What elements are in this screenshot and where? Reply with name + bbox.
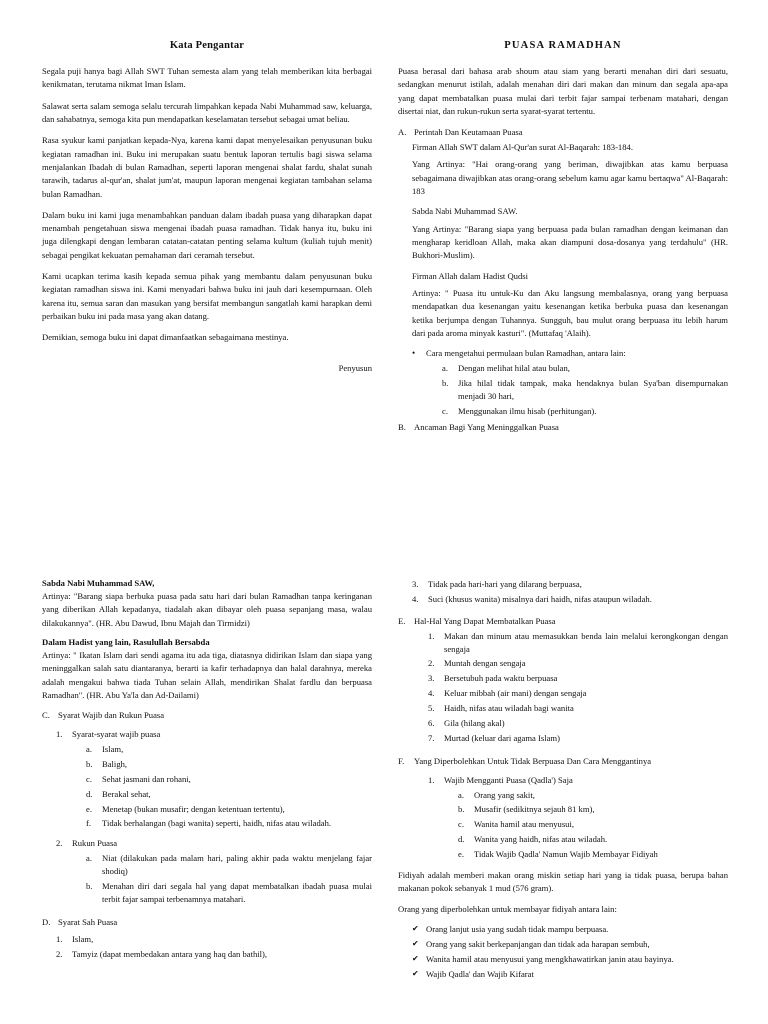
list-mark: b.	[442, 377, 449, 388]
list-item: Tidak berhalangan (bagi wanita) seperti, haidh, nifas atau wiladah.	[102, 818, 332, 829]
list-item: Baligh,	[102, 758, 128, 769]
section-b-heading: Ancaman Bagi Yang Meninggalkan Puasa	[414, 421, 559, 432]
list-item: Tidak Wajib Qadla' Namun Wajib Membayar Fidiyah	[474, 849, 658, 860]
list-mark: d.	[86, 788, 93, 799]
section-c-sub2-heading: Rukun Puasa	[72, 838, 118, 849]
hadist-lain-text: Artinya: " Ikatan Islam dari sendi agama itu ada tiga, diatasnya didirikan Islam dan siapa yang meninggalkan salah satu diantaranya, berarti ia kafir terhadapnya dan halal darahnya, mereka adalah mengakui bahwa tiada Tuhan selain Allah, mendirikan Shalat fardlu dan berpuasa Ramadhan". (HR. Abu Ya'la dan Ad-Dailami)	[42, 649, 372, 700]
section-a-p1: Yang Artinya: "Hai orang-orang yang beriman, diwajibkan atas kamu berpuasa sebagaimana diwajibkan atas orang-orang sebelum kamu agar kamu bertaqwa" Al-Baqarah: 183	[412, 159, 728, 197]
list-mark: 2.	[56, 948, 63, 959]
section-e-heading: Hal-Hal Yang Dapat Membatalkan Puasa	[414, 615, 556, 626]
list-mark: d.	[458, 834, 465, 845]
list-item: Jika hilal tidak tampak, maka hendaknya bulan Sya'ban disempurnakan menjadi 30 hari,	[458, 377, 728, 401]
list-mark: 4.	[412, 593, 419, 604]
list-mark: 5.	[428, 703, 435, 714]
list-item: Muntah dengan sengaja	[444, 658, 526, 669]
list-mark: a.	[442, 363, 448, 374]
list-item: Wanita hamil atau menyusui yang mengkhawatirkan janin atau bayinya.	[426, 953, 674, 964]
section-c-sub1-heading: Syarat-syarat wajib puasa	[72, 729, 161, 740]
list-mark: b.	[458, 804, 465, 815]
paragraph: Kami ucapkan terima kasih kepada semua pihak yang membantu dalam penyusunan buku kegiatan ramadhan siswa ini. Kami menyadari bahwa buku ini jauh dari kesempurnaan. Oleh karena itu, semua saran dan masukan yang bersifat membangun sangatlah kami harapkan demi perbaikan buku ini pada masa yang akan datang.	[42, 271, 372, 321]
left-column-bottom	[42, 578, 372, 962]
list-item: Makan dan minum atau memasukkan benda lain melalui kerongkongan dengan sengaja	[444, 630, 728, 654]
list-mark: e.	[86, 803, 92, 814]
fidiyah-intro: Orang yang diperbolehkan untuk membayar fidiyah antara lain:	[398, 903, 617, 914]
paragraph: Demikian, semoga buku ini dapat dimanfaatkan sebagaimana mestinya.	[42, 332, 289, 343]
list-item: Bersetubuh pada waktu berpuasa	[444, 673, 558, 684]
list-mark: c.	[458, 819, 464, 830]
check-bullet-icon: ✔	[412, 923, 419, 933]
paragraph: Dalam buku ini kami juga menambahkan panduan dalam ibadah puasa yang diharapkan dapat menambah pengetahuan siswa mengenai ibadah puasa ramadhan. Tidak hanya itu, buku ini juga dilengkapi dengan lembaran catatan-catatan penting selama kultum (kuliah tujuh menit) sebagai pengikat kekuatan pemahaman dari ceramah tersebut.	[42, 209, 372, 260]
right-column-bottom	[398, 578, 728, 983]
list-item: Musafir (sedikitnya sejauh 81 km),	[474, 804, 595, 815]
section-a-mark: A.	[398, 127, 407, 138]
list-mark: a.	[86, 853, 92, 864]
list-item: Orang yang sakit berkepanjangan dan tidak ada harapan sembuh,	[426, 938, 650, 949]
list-mark: 1.	[428, 774, 435, 785]
right-column-top	[398, 40, 728, 436]
section-c-heading: Syarat Wajib dan Rukun Puasa	[58, 710, 165, 721]
list-item: Murtad (keluar dari agama Islam)	[444, 732, 560, 743]
section-c-mark: C.	[42, 710, 50, 721]
section-d-mark: D.	[42, 916, 51, 927]
sabda-nabi-title: Sabda Nabi Muhammad SAW,	[42, 578, 155, 588]
list-mark: e.	[458, 849, 464, 860]
list-mark: 4.	[428, 688, 435, 699]
list-item: Wanita hamil atau menyusui,	[474, 819, 575, 830]
list-mark: 2.	[56, 838, 63, 849]
list-mark: b.	[86, 758, 93, 769]
section-a-bullet: Cara mengetahui permulaan bulan Ramadhan, antara lain:	[426, 348, 626, 359]
kata-pengantar-title: Kata Pengantar	[169, 40, 245, 51]
list-mark: 2.	[428, 658, 435, 669]
list-item: Keluar mibbah (air mani) dengan sengaja	[444, 688, 587, 699]
section-e	[398, 615, 728, 745]
section-f-sub1-heading: Wajib Mengganti Puasa (Qadla') Saja	[444, 774, 573, 785]
list-item: Menggunakan ilmu hisab (perhitungan).	[458, 405, 597, 416]
fidiyah-note: Fidiyah adalah memberi makan orang miskin setiap hari yang ia tidak puasa, berupa bahan makanan pokok sebanyak 1 mud (576 gram).	[398, 870, 728, 894]
check-bullet-icon: ✔	[412, 938, 419, 948]
list-item: Dengan melihat hilal atau bulan,	[458, 363, 570, 374]
list-item: Orang yang sakit,	[474, 789, 535, 800]
list-mark: 3.	[428, 673, 435, 684]
intro-paragraph: Puasa berasal dari bahasa arab shoum atau siam yang berarti menahan diri dari sesuatu, sedangkan menurut istilah, adalah menahan diri dari makan dan minum dan segala apa-apa yang dapat membatalkan puasa mulai dari terbit fajar sampai terbenam matahari, dengan disertai niat, dan rukun-rukun serta syarat-syarat tertentu.	[398, 66, 728, 116]
paragraph: Rasa syukur kami panjatkan kepada-Nya, karena kami dapat menyelesaikan penyusunan buku kegiatan ramadhan ini. Buku ini merupakan suatu bentuk laporan tertulis bagi siswa selama menjalankan Ibadah di bulan Ramadhan, seperti laporan mengenai shalat fardu, shalat sunah tarawih, tadarus al-qur'an, shalat jum'at, maupun laporan mengenai kegiatan tambahan selama bulan Ramadhan.	[42, 135, 372, 199]
left-column-top	[42, 40, 372, 373]
section-a-p3-title: Firman Allah dalam Hadist Qudsi	[412, 270, 529, 281]
list-mark: 1.	[56, 729, 63, 740]
sabda-nabi-text: Artinya: "Barang siapa berbuka puasa pada satu hari dari bulan Ramadhan tanpa keringanan yang diberikan Allah kepadanya, tiadalah akan dibayar oleh puasa sepanjang masa, walau dilakukannya". (HR. Abu Dawud, Ibnu Majah dan Tirmidzi)	[42, 591, 372, 628]
list-mark: c.	[86, 773, 92, 784]
section-b-mark: B.	[398, 421, 406, 432]
list-item: Tidak pada hari-hari yang dilarang berpuasa,	[428, 579, 582, 589]
list-mark: b.	[86, 880, 93, 891]
section-c	[42, 709, 372, 960]
section-a-heading: Perintah Dan Keutamaan Puasa	[414, 127, 523, 138]
paragraph: Salawat serta salam semoga selalu tercurah limpahkan kepada Nabi Muhammad saw, keluarga, dan sahabatnya, semoga kita pun mendapatkan keselamatan tersebut sebagai umat beliau.	[42, 100, 372, 124]
section-d-heading: Syarat Sah Puasa	[58, 916, 118, 927]
section-a-p2-title: Sabda Nabi Muhammad SAW.	[412, 206, 518, 217]
list-item: Gila (hilang akal)	[444, 718, 505, 729]
list-mark: 3.	[412, 579, 419, 589]
section-a-line1: Firman Allah SWT dalam Al-Qur'an surat Al-Baqarah: 183-184.	[412, 142, 633, 153]
list-mark: c.	[442, 405, 448, 416]
list-item: Islam,	[72, 933, 94, 944]
list-item: Niat (dilakukan pada malam hari, paling akhir pada waktu menjelang fajar shodiq)	[102, 853, 372, 877]
list-item: Wanita yang haidh, nifas atau wiladah.	[474, 834, 608, 845]
list-item: Islam,	[102, 743, 124, 754]
list-mark: 1.	[56, 933, 63, 944]
signature: Penyusun	[338, 362, 372, 373]
list-mark: a.	[458, 789, 464, 800]
section-e-mark: E.	[398, 615, 406, 626]
list-item: Menetap (bukan musafir; dengan ketentuan tertentu),	[102, 803, 285, 814]
section-f-heading: Yang Diperbolehkan Untuk Tidak Berpuasa Dan Cara Menggantinya	[414, 755, 652, 766]
check-bullet-icon: ✔	[412, 968, 419, 978]
list-item: Menahan diri dari segala hal yang dapat membatalkan ibadah puasa mulai terbit fajar sampai terbenamnya matahari.	[102, 880, 372, 904]
section-a-p3: Artinya: " Puasa itu untuk-Ku dan Aku langsung membalasnya, orang yang berpuasa mendapatkan dua kesenangan yaitu kesenangan ketika berbuka puasa dan kesenangan ketika berjumpa dengan Tuhannya. Sungguh, bau mulut orang berpuasa itu lebih harum dari pada aroma minyak kasturi". (Muttafaq 'Alaih).	[412, 287, 728, 338]
list-mark: a.	[86, 743, 92, 754]
list-mark: f.	[86, 818, 92, 829]
bullet-dot-icon: •	[412, 348, 416, 359]
list-item: Berakal sehat,	[102, 788, 151, 799]
list-item: Wajib Qadla' dan Wajib Kifarat	[426, 968, 534, 979]
list-item: Suci (khusus wanita) misalnya dari haidh, nifas ataupun wiladah.	[428, 593, 652, 604]
list-item: Sehat jasmani dan rohani,	[102, 773, 191, 784]
section-f-mark: F.	[398, 755, 405, 766]
list-item: Orang lanjut usia yang sudah tidak mampu berpuasa.	[426, 923, 609, 934]
list-item: Haidh, nifas atau wiladah bagi wanita	[444, 703, 574, 714]
section-f	[398, 755, 728, 981]
section-a-p2: Yang Artinya: "Barang siapa yang berpuasa pada bulan ramadhan dengan keimanan dan mengharap keridloan Allah, maka akan diampuni dosa-dosanya yang terdahulu" (HR. Bukhori-Muslim).	[412, 223, 728, 261]
list-item: Tamyiz (dapat membedakan antara yang haq dan bathil),	[72, 948, 268, 959]
hadist-lain-title: Dalam Hadist yang lain, Rasulullah Bersabda	[42, 636, 210, 647]
section-a	[398, 126, 728, 433]
check-bullet-icon: ✔	[412, 953, 419, 963]
list-mark: 1.	[428, 630, 435, 641]
paragraph: Segala puji hanya bagi Allah SWT Tuhan semesta alam yang telah memberikan kita berbagai kenikmatan, terutama nikmat Iman Islam.	[42, 66, 372, 90]
list-mark: 6.	[428, 718, 435, 729]
section-d-continued	[412, 578, 728, 606]
puasa-ramadhan-title: PUASA RAMADHAN	[504, 40, 622, 51]
list-mark: 7.	[428, 732, 435, 743]
